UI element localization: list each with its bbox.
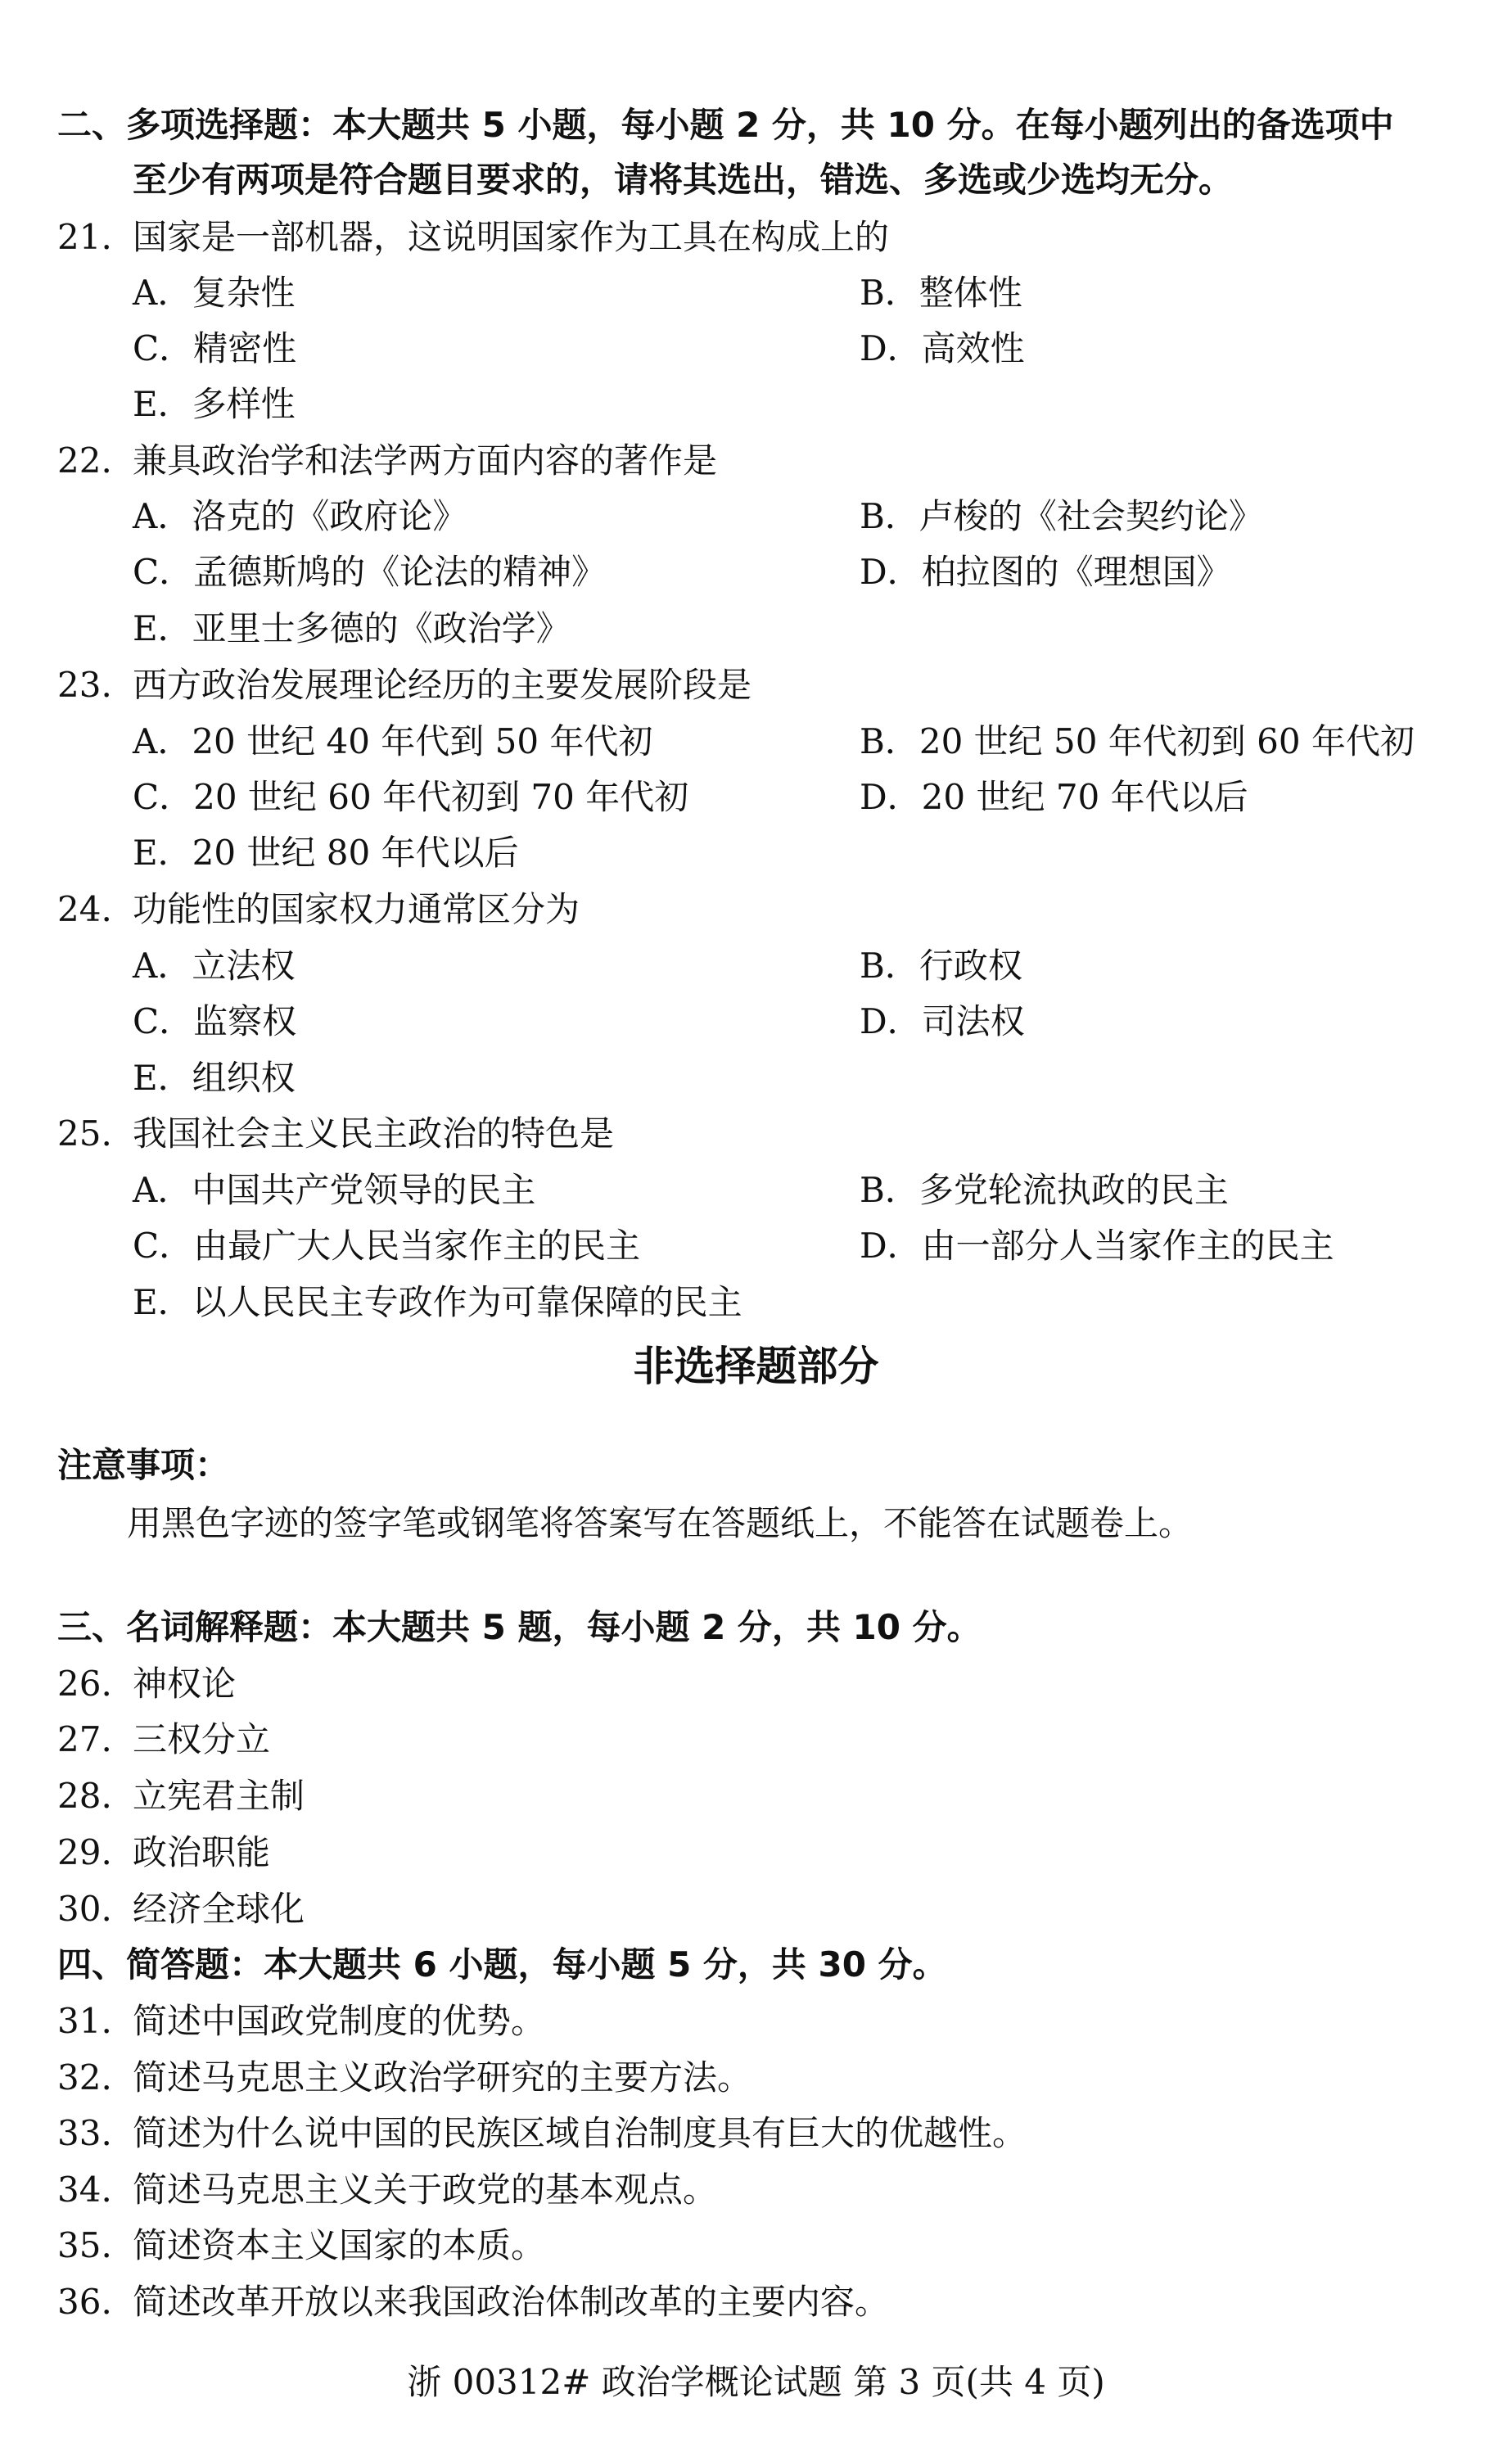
short-answer-item: 简述马克思主义政治学研究的主要方法。 — [133, 2057, 752, 2098]
option: B．多党轮流执政的民主 — [860, 1170, 1229, 1210]
term-item: 经济全球化 — [133, 1889, 305, 1929]
section2-heading-line2: 至少有两项是符合题目要求的，请将其选出，错选、多选或少选均无分。 — [133, 160, 1234, 200]
short-answer-item: 简述资本主义国家的本质。 — [133, 2225, 546, 2265]
option: B．整体性 — [860, 273, 1022, 313]
option: B．行政权 — [860, 946, 1022, 986]
option: E．多样性 — [133, 384, 296, 424]
option: B．卢梭的《社会契约论》 — [860, 496, 1263, 536]
option: D．高效性 — [860, 328, 1025, 368]
term-item: 政治职能 — [133, 1832, 271, 1872]
short-answer-item: 简述马克思主义关于政党的基本观点。 — [133, 2170, 718, 2210]
question-number: 36. — [57, 2282, 112, 2322]
option: D．司法权 — [860, 1001, 1025, 1041]
short-answer-item: 简述中国政党制度的优势。 — [133, 2001, 546, 2041]
option: C．由最广大人民当家作主的民主 — [133, 1226, 641, 1266]
option: A．立法权 — [133, 946, 296, 986]
question-number: 28. — [57, 1776, 112, 1816]
section4-heading: 四、简答题：本大题共 6 小题，每小题 5 分，共 30 分。 — [57, 1944, 947, 1985]
question-stem: 兼具政治学和法学两方面内容的著作是 — [133, 440, 718, 481]
term-item: 神权论 — [133, 1664, 237, 1704]
question-stem: 西方政治发展理论经历的主要发展阶段是 — [133, 665, 752, 705]
option: D．20 世纪 70 年代以后 — [860, 777, 1248, 817]
question-stem: 国家是一部机器，这说明国家作为工具在构成上的 — [133, 217, 890, 257]
option: D．由一部分人当家作主的民主 — [860, 1226, 1334, 1266]
question-number: 35. — [57, 2225, 112, 2265]
question-number: 23. — [57, 665, 112, 705]
part-title: 非选择题部分 — [633, 1343, 879, 1390]
option: A．复杂性 — [133, 273, 296, 313]
section2-heading-line1: 二、多项选择题：本大题共 5 小题，每小题 2 分，共 10 分。在每小题列出的备选项中 — [57, 105, 1394, 145]
option: E．组织权 — [133, 1058, 296, 1098]
question-number: 22. — [57, 440, 112, 481]
question-number: 33. — [57, 2113, 112, 2153]
question-number: 26. — [57, 1664, 112, 1704]
option: A．中国共产党领导的民主 — [133, 1170, 536, 1210]
option: A．洛克的《政府论》 — [133, 496, 467, 536]
question-number: 30. — [57, 1889, 112, 1929]
option: C．精密性 — [133, 328, 297, 368]
question-number: 25. — [57, 1113, 112, 1154]
option: C．监察权 — [133, 1001, 297, 1041]
question-number: 24. — [57, 889, 112, 929]
short-answer-item: 简述改革开放以来我国政治体制改革的主要内容。 — [133, 2282, 890, 2322]
option: E．以人民民主专政作为可靠保障的民主 — [133, 1282, 742, 1322]
question-number: 31. — [57, 2001, 112, 2041]
option: D．柏拉图的《理想国》 — [860, 552, 1231, 592]
option: E．20 世纪 80 年代以后 — [133, 833, 519, 873]
term-item: 三权分立 — [133, 1719, 271, 1759]
question-number: 32. — [57, 2057, 112, 2098]
term-item: 立宪君主制 — [133, 1776, 305, 1816]
short-answer-item: 简述为什么说中国的民族区域自治制度具有巨大的优越性。 — [133, 2113, 1027, 2153]
question-stem: 功能性的国家权力通常区分为 — [133, 889, 580, 929]
question-number: 34. — [57, 2170, 112, 2210]
option: B．20 世纪 50 年代初到 60 年代初 — [860, 721, 1415, 761]
option: E．亚里士多德的《政治学》 — [133, 608, 571, 648]
option: C．20 世纪 60 年代初到 70 年代初 — [133, 777, 689, 817]
section3-heading: 三、名词解释题：本大题共 5 题，每小题 2 分，共 10 分。 — [57, 1607, 982, 1647]
option: C．孟德斯鸠的《论法的精神》 — [133, 552, 607, 592]
question-number: 21. — [57, 217, 112, 257]
page-footer: 浙 00312# 政治学概论试题 第 3 页(共 4 页) — [407, 2362, 1105, 2402]
option: A．20 世纪 40 年代到 50 年代初 — [133, 721, 653, 761]
notice-text: 用黑色字迹的签字笔或钢笔将答案写在答题纸上，不能答在试题卷上。 — [127, 1503, 1194, 1543]
question-number: 29. — [57, 1832, 112, 1872]
question-stem: 我国社会主义民主政治的特色是 — [133, 1113, 615, 1154]
question-number: 27. — [57, 1719, 112, 1759]
notice-label: 注意事项： — [57, 1445, 230, 1485]
